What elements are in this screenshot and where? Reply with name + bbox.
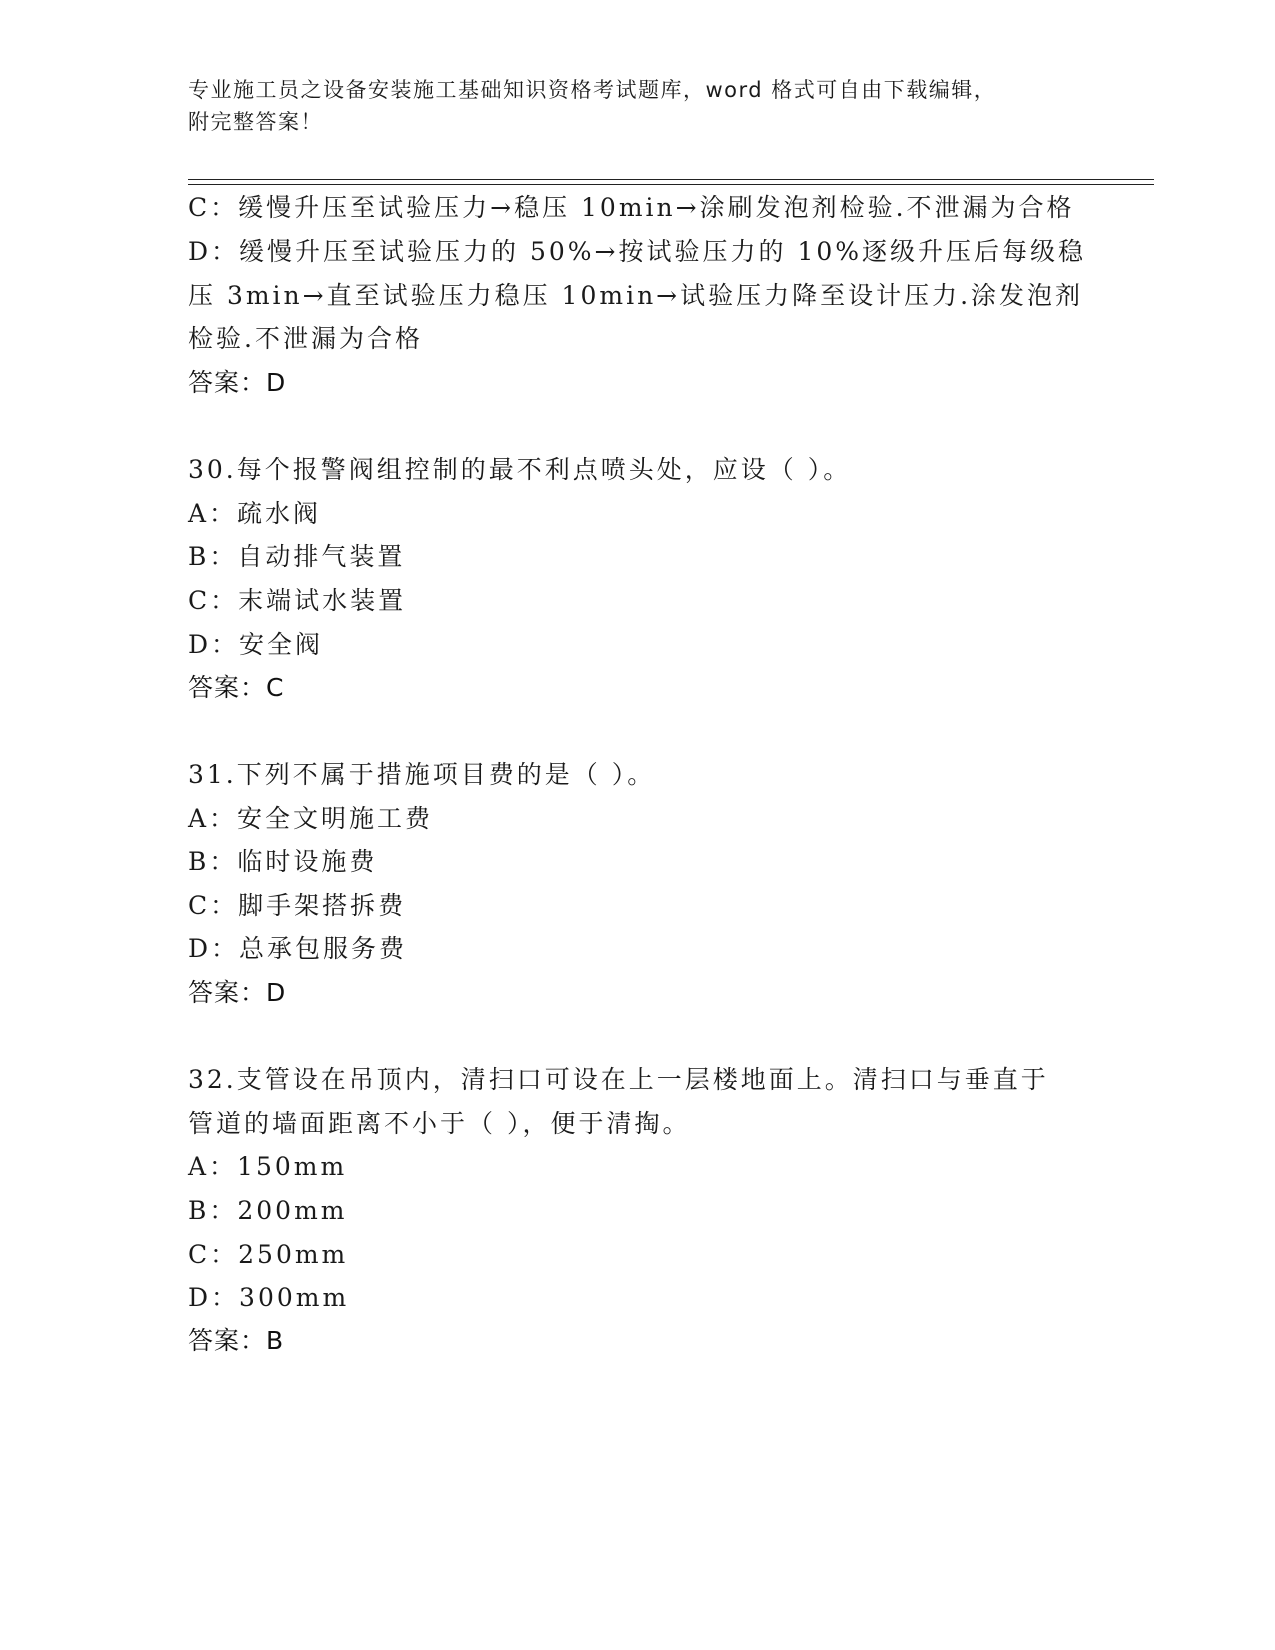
q31-option-a: A：安全文明施工费 [188, 804, 434, 833]
q29-option-c: C：缓慢升压至试验压力→稳压 10min→涂刷发泡剂检验.不泄漏为合格 [188, 193, 1075, 222]
q29-option-d-line-3: 检验.不泄漏为合格 [188, 324, 423, 353]
q32-question-line-1: 32.支管设在吊顶内，清扫口可设在上一层楼地面上。清扫口与垂直于 [188, 1065, 1049, 1094]
q31-option-c: C：脚手架搭拆费 [188, 891, 407, 920]
document-header [188, 74, 1068, 138]
header-divider-top [188, 179, 1154, 180]
header-line-2: 附完整答案！ [188, 110, 323, 134]
q30-question: 30.每个报警阀组控制的最不利点喷头处，应设（ ）。 [188, 455, 852, 484]
q31-question: 31.下列不属于措施项目费的是（ ）。 [188, 760, 656, 789]
q31-answer: 答案：D [188, 978, 287, 1007]
q32-answer: 答案：B [188, 1326, 285, 1355]
q29-option-d-line-1: D：缓慢升压至试验压力的 50%→按试验压力的 10%逐级升压后每级稳 [188, 237, 1087, 266]
q30-option-c: C：末端试水装置 [188, 586, 407, 615]
q30-option-d: D：安全阀 [188, 630, 324, 659]
q30-option-a: A：疏水阀 [188, 499, 322, 528]
q32-option-d: D：300mm [188, 1283, 350, 1312]
q31-option-b: B：临时设施费 [188, 847, 378, 876]
q29-answer: 答案：D [188, 368, 287, 397]
header-line-1: 专业施工员之设备安装施工基础知识资格考试题库，word 格式可自由下载编辑， [188, 78, 997, 102]
header-divider-bottom [188, 184, 1154, 185]
q31-option-d: D：总承包服务费 [188, 934, 408, 963]
q30-answer: 答案：C [188, 673, 285, 702]
q32-option-b: B：200mm [188, 1196, 348, 1225]
q30-option-b: B：自动排气装置 [188, 542, 406, 571]
q29-option-d-line-2: 压 3min→直至试验压力稳压 10min→试验压力降至设计压力.涂发泡剂 [188, 281, 1084, 310]
q32-question-line-2: 管道的墙面距离不小于（ ），便于清掏。 [188, 1109, 691, 1138]
q32-option-a: A：150mm [188, 1152, 348, 1181]
q32-option-c: C：250mm [188, 1240, 349, 1269]
